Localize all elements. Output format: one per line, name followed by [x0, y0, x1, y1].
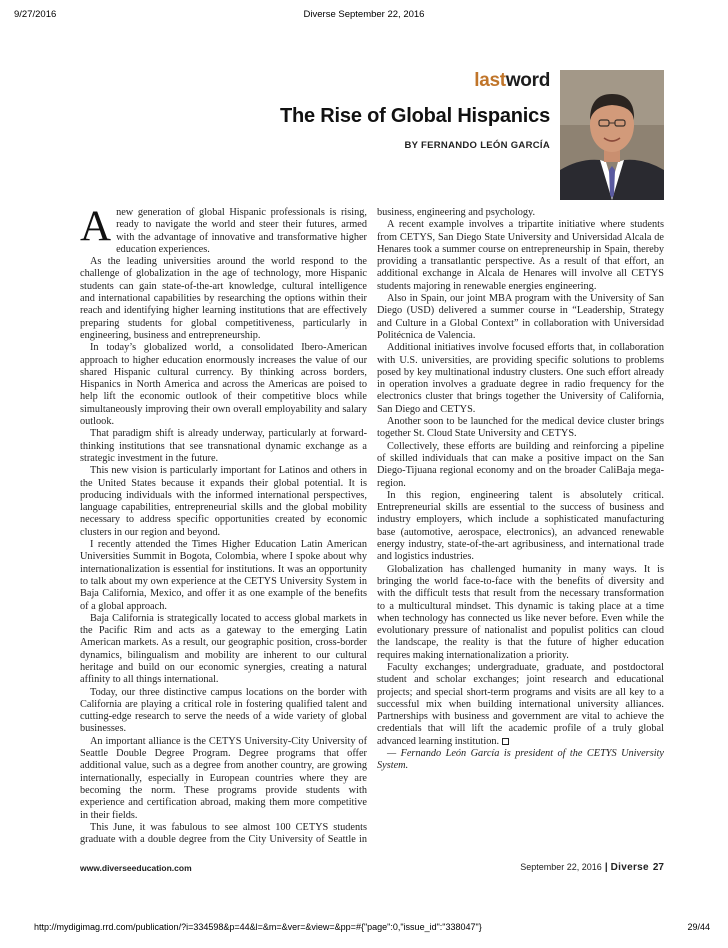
article-paragraph: Today, our three distinctive campus locations on the border with California are playing a critical role in fostering qualified talent and cutting-edge research to serve the needs of a wide variety of global businesses. [80, 686, 367, 735]
footer-page-number: 27 [652, 862, 664, 873]
footer-brand: Diverse [610, 862, 649, 873]
article-paragraph: Another soon to be launched for the medical device cluster brings together St. Cloud State University and CETYS. [377, 416, 664, 440]
article-paragraph: A recent example involves a tripartite initiative where students from CETYS, San Diego State University and Universidad Alcala de Henares took a summer course on entrepreneurship in Spain, thereby providing a transatlantic perspective. As a result of that effort, an additional exchange in Alcala de Henares will involve all CETYS students majoring in renewable energies engineering. [377, 219, 664, 292]
article-paragraph: In this region, engineering talent is absolutely critical. Entrepreneurial skills are essential to the success of business and industry employers, which include a sophisticated manufacturing base (automotive, aerospace, electronics), an advanced renewable energy industry, state-of-the-art agribusiness, and international trade and logistics industries. [377, 489, 664, 563]
portrait-illustration [560, 70, 664, 200]
footer-website: www.diverseeducation.com [80, 863, 192, 873]
article-paragraph: Globalization has challenged humanity in many ways. It is bringing the world face-to-face with the benefits of diversity and with the difficult tests that result from the necessary transformation to a multicultural mindset. This dynamic is taking place at a time when technology has connected us like never before. Even while the evolutionary pressure of nationalist and populist politics can cloud the landscape, the reality is that the future of higher education requires making internationalization a priority. [377, 563, 664, 661]
print-header [14, 9, 714, 21]
article-first-paragraph [80, 203, 367, 256]
article-paragraph: Additional initiatives involve focused efforts that, in collaboration with U.S. universities, are providing specific solutions to problems posed by key multinational industry clusters. One such effort already in operation involves a graduate degree in radio frequency for the electronics cluster that brings together the University of California, San Diego and CETYS. [377, 342, 664, 415]
author-portrait-photo [560, 70, 664, 200]
article-paragraph: In today’s globalized world, a consolidated Ibero-American approach to higher education enormously increases the value of our shared Hispanic cultural currency. By thinking across borders, Hispanics in North America and across the Americas are poised to help lift the economic outlook of their competitive blocs while simultaneously improving their own overall employability and salary outlook. [80, 342, 367, 428]
print-date: 9/27/2016 [14, 9, 57, 20]
page-footer [80, 862, 664, 876]
end-mark-icon [502, 738, 509, 745]
print-title: Diverse September 22, 2016 [303, 9, 425, 20]
section-label-last: last [474, 70, 506, 91]
article-paragraph: This new vision is particularly important for Latinos and others in the United States because it expands their global potential. It is producing individuals with the informed international perspectives, language capabilities, entrepreneurial skills and the global mobility necessary to address specific opportunities created by economic clusters in our region and beyond. [80, 465, 367, 538]
article-last-paragraph [377, 662, 664, 748]
article-paragraph: That paradigm shift is already underway, particularly at forward-thinking institutions that see transnational dynamic exchange as a strategic investment in the future. [80, 428, 367, 464]
footer-date: September 22, 2016 [520, 862, 602, 872]
print-page-count: 29/44 [687, 922, 710, 932]
first-paragraph-text: new generation of global Hispanic professionals is rising, ready to navigate the world and steer their futures, armed with the advantage of innovative and transformative higher education experiences. [116, 207, 367, 255]
byline: BY FERNANDO LEÓN GARCÍA [404, 140, 550, 151]
section-label [474, 70, 550, 92]
article-paragraph: I recently attended the Times Higher Education Latin American Universities Summit in Bogota, Colombia, where I spoke about why internationalization is essential for institutions. It was an opportunity to talk about my own experience at the CETYS University System in Baja California, Mexico, and offer it as one example of the benefits of a global approach. [80, 539, 367, 612]
article-paragraph: This June, it was fabulous to see almost 100 CETYS students graduate with a double degree from the City University of Seattle in business, engineering and psychology. [80, 207, 536, 846]
headline: The Rise of Global Hispanics [279, 105, 550, 127]
print-footer [34, 922, 710, 934]
article-paragraph: An important alliance is the CETYS University-City University of Seattle Double Degree Program. Degree programs that offer additional value, such as a degree from another country, are growing internationally, especially in European countries where they are becoming the norm. These programs provide students with experience and certification abroad, making them more competitive in their fields. [80, 735, 367, 821]
footer-separator: | [604, 862, 608, 873]
drop-cap: A [80, 203, 112, 250]
footer-right [520, 862, 664, 873]
article-paragraph: Collectively, these efforts are building and reinforcing a pipeline of skilled individuals that can make a positive impact on the San Diego-Tijuana regional economy and on the broader CaliBaja mega-region. [377, 440, 664, 489]
article-paragraph: Baja California is strategically located to access global markets in the Pacific Rim and acts as a gateway to the emerging Latin American markets. As a result, our geographic position, cross-border dynamics, bilingualism and mobility are inherent to our cultural heritage and build on our economic synergies, creating a natural affinity to all things international. [80, 612, 367, 686]
print-url: http://mydigimag.rrd.com/publication/?i=334598&p=44&l=&m=&ver=&view=&pp=#{"page":0,"issue_id":"338047"} [34, 922, 482, 932]
section-label-word: word [505, 70, 550, 91]
article-body [80, 203, 664, 850]
article-paragraph: As the leading universities around the world respond to the challenge of globalization in the age of technology, more Hispanic students can gain state-of-the-art knowledge, cultural intelligence and international capabilities by researching the options within their reach and identifying higher learning institutions that are effectively preparing students for global competitiveness, particularly in engineering, business and entrepreneurship. [80, 256, 367, 341]
article-paragraph: Also in Spain, our joint MBA program with the University of San Diego (USD) delivered a summer course in “Leadership, Strategy and Culture in a Global Context” in collaboration with Universidad Politécnica de Valencia. [377, 293, 664, 341]
author-signature: — Fernando León García is president of the CETYS University System. [377, 748, 664, 772]
last-paragraph-text: Faculty exchanges; undergraduate, graduate, and postdoctoral student and scholar exchanges; joint research and educational projects; and special short-term programs and visits are all key to a successful mix when building international university alliances. Partnerships with business and government are vital to achieve the credentials that will lift the academic profile of a truly global advanced learning institution. [377, 661, 664, 747]
